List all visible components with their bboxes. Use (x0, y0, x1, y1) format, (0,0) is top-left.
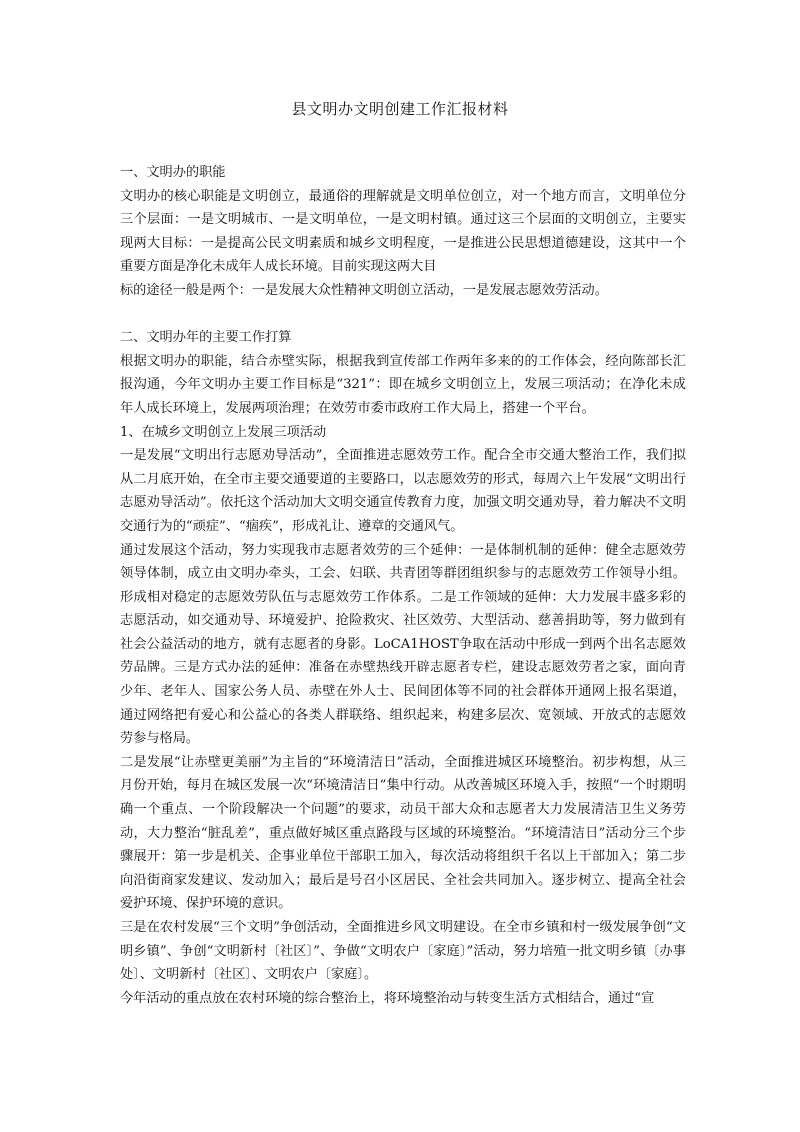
paragraph-gap (120, 303, 686, 327)
section2-paragraph-4: 二是发展“让赤壁更美丽”为主旨的“环境清洁日”活动，全面推进城区环境整治。初步构想，从三月份开始，每月在城区发展一次“环境清洁日”集中行动。从改善城区环境入手，按照“一个时期明确一个重点、一个阶段解决一个问题”的要求，动员干部大众和志愿者大力发展清洁卫生义务劳动，大力整治“脏乱差”，重点做好城区重点路段与区域的环境整治。“环境清洁日”活动分三个步骤展开：第一步是机关、企事业单位干部职工加入，每次活动将组织千名以上干部加入；第二步向沿街商家发建议、发动加入；最后是号召小区居民、全社会共同加入。逐步树立、提高全社会爱护环境、保护环境的意识。 (120, 754, 686, 912)
document-title: 县文明办文明创建工作汇报材料 (291, 100, 509, 118)
section1-heading: 一、文明办的职能 (120, 165, 226, 180)
section1-paragraph-1: 文明办的核心职能是文明创立，最通俗的理解就是文明单位创立，对一个地方而言，文明单位分三个层面：一是文明城市、一是文明单位，一是文明村镇。通过这三个层面的文明创立，主要实现两大目标：一是提高公民文明素质和城乡文明程度，一是推进公民思想道德建设，这其中一个重要方面是净化未成年人成长环境。目前实现这两大目 (120, 188, 686, 275)
section2-heading: 二、文明办年的主要工作打算 (120, 330, 292, 346)
section2-paragraph-2: 一是发展“文明出行志愿劝导活动”，全面推进志愿效劳工作。配合全市交通大整治工作，我们拟从二月底开始，在全市主要交通要道的主要路口，以志愿效劳的形式，每周六上午发展“文明出行志愿劝导活动”。依托这个活动加大文明交通宣传教育力度，加强文明交通劝导，着力解决不文明交通行为的“顽症”、“痼疾”，形成礼让、遵章的交通风气。 (120, 448, 686, 534)
section2-paragraph-1: 根据文明办的职能，结合赤壁实际，根据我到宣传部工作两年多来的的工作体会，经向陈部长汇报沟通，今年文明办主要工作目标是“321”：即在城乡文明创立上，发展三项活动；在净化未成年人成长环境上，发展两项治理；在效劳市委市政府工作大局上，搭建一个平台。 (120, 353, 686, 416)
document-body (120, 161, 686, 1010)
section2-paragraph-3: 通过发展这个活动，努力实现我市志愿者效劳的三个延伸：一是体制机制的延伸：健全志愿效劳领导体制，成立由文明办牵头，工会、妇联、共青团等群团组织参与的志愿效劳工作领导小组。形成相对稳定的志愿效劳队伍与志愿效劳工作体系。二是工作领域的延伸：大力发展丰盛多彩的志愿活动，如交通劝导、环境爱护、抢险救灾、社区效劳、大型活动、慈善捐助等，努力做到有社会公益活动的地方，就有志愿者的身影。LoCA1HOST争取在活动中形成一到两个出名志愿效劳品牌。三是方式办法的延伸：准备在赤壁热线开辟志愿者专栏，建设志愿效劳者之家，面向青少年、老年人、国家公务人员、赤壁在外人士、民间团体等不同的社会群体开通网上报名渠道，通过网络把有爱心和公益心的各类人群联络、组织起来，构建多层次、宽领域、开放式的志愿效劳参与格局。 (120, 542, 686, 747)
section2-paragraph-5: 三是在农村发展“三个文明”争创活动，全面推进乡风文明建设。在全市乡镇和村一级发展争创“文明乡镇”、争创“文明新村〔社区〕”、争做“文明农户〔家庭〕”活动，努力培殖一批文明乡镇〔办事处〕、文明新村〔社区〕、文明农户〔家庭〕。 (120, 920, 686, 983)
section2-paragraph-6: 今年活动的重点放在农村环境的综合整治上，将环境整治动与转变生活方式相结合，通过“宣 (120, 990, 655, 1006)
section2-subheading-1: 1、在城乡文明创立上发展三项活动 (120, 424, 327, 440)
section1-paragraph-2: 标的途径一般是两个：一是发展大众性精神文明创立活动，一是发展志愿效劳活动。 (120, 282, 608, 298)
